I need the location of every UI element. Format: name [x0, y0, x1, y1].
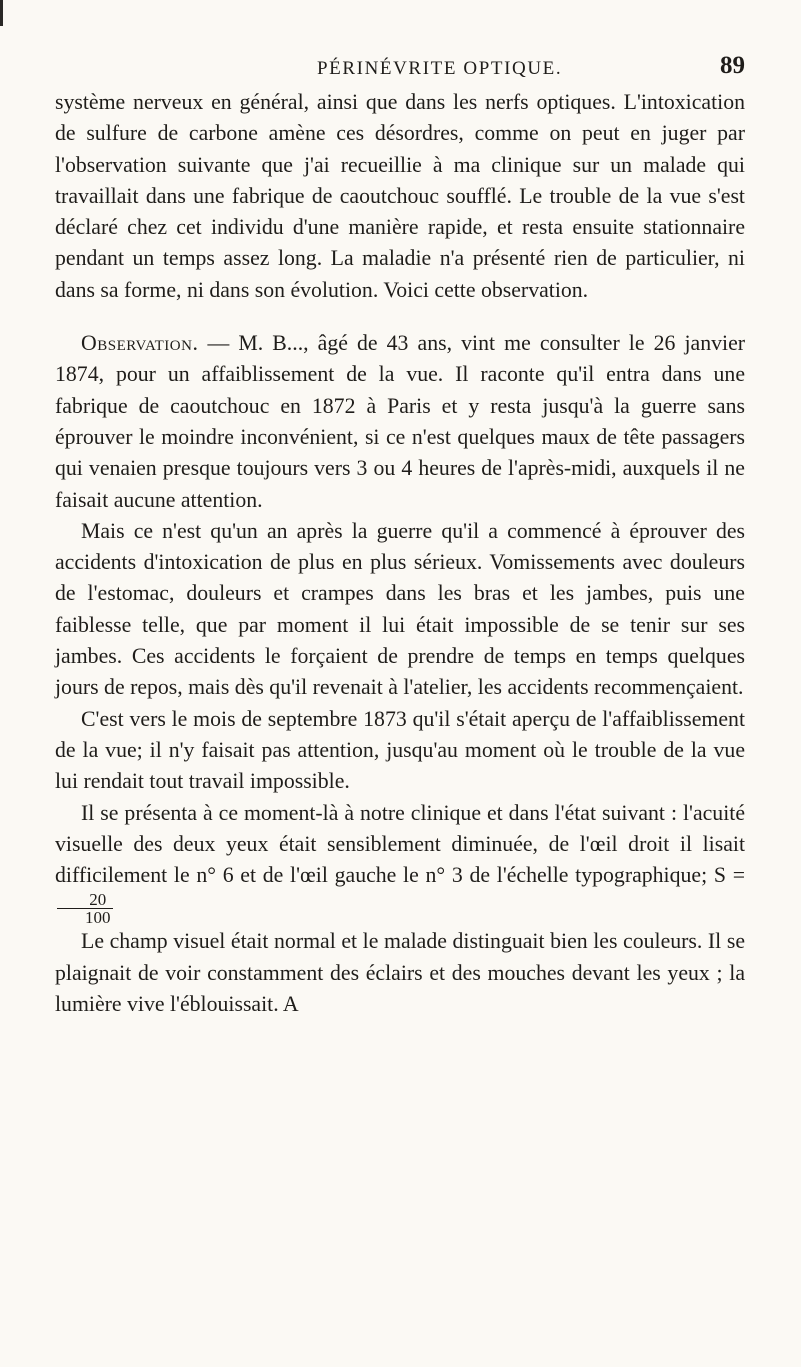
- observation-label: Observation.: [81, 331, 199, 356]
- fraction-denominator: 100: [85, 908, 111, 928]
- acuity-fraction: [57, 891, 113, 926]
- page-header: [55, 52, 745, 86]
- fraction-numerator: 20: [57, 891, 113, 909]
- page-body: [55, 87, 745, 1020]
- paragraph-acuity: [55, 798, 745, 927]
- page-edge-mark: [0, 0, 3, 26]
- acuity-text: Il se présenta à ce moment-là à notre clinique et dans l'état suivant : l'acuité visuelle des deux yeux était sensiblement diminuée, de l'œil droit il lisait difficilement le n° 6 et de l'œil gauche le n° 3 de l'échelle typographique; S =: [55, 800, 745, 888]
- observation-text: — M. B..., âgé de 43 ans, vint me consulter le 26 janvier 1874, pour un affaiblissement de la vue. Il raconte qu'il entra dans une fabrique de caoutchouc en 1872 à Paris et y resta jusqu'à la guerre sans éprouver le moindre inconvénient, si ce n'est quelques maux de tête passagers qui venaien presque toujours vers 3 ou 4 heures de l'après-midi, auxquels il ne faisait aucune attention.: [55, 331, 745, 512]
- running-head: PÉRINÉVRITE OPTIQUE.: [317, 58, 563, 79]
- paragraph-onset: C'est vers le mois de septembre 1873 qu'il s'était aperçu de l'affaiblissement de la vue; il n'y faisait pas attention, jusqu'au moment où le trouble de la vue lui rendait tout travail impossible.: [55, 706, 745, 794]
- paragraph-symptoms: Mais ce n'est qu'un an après la guerre qu'il a commencé à éprouver des accidents d'intoxication de plus en plus sérieux. Vomissements avec douleurs de l'estomac, douleurs et crampes dans les bras et les jambes, puis une faiblesse telle, que par moment il lui était impossible de se tenir sur ses jambes. Ces accidents le forçaient de prendre de temps en temps quelques jours de repos, mais dès qu'il revenait à l'atelier, les accidents recommençaient.: [55, 518, 745, 700]
- paragraph-observation: [55, 328, 745, 516]
- paragraph-intro: système nerveux en général, ainsi que dans les nerfs optiques. L'intoxication de sulfure de carbone amène ces désordres, comme on peut en juger par l'observation suivante que j'ai recueillie à ma clinique sur un malade qui travaillait dans une fabrique de caoutchouc soufflé. Le trouble de la vue s'est déclaré chez cet individu d'une manière rapide, et resta ensuite stationnaire pendant un temps assez long. La maladie n'a présenté rien de particulier, ni dans sa forme, ni dans son évolution. Voici cette observation.: [55, 90, 745, 302]
- paragraph-visual-field: Le champ visuel était normal et le malade distinguait bien les couleurs. Il se plaignait de voir constamment des éclairs et des mouches devant les yeux ; la lumière vive l'éblouissait. A: [55, 929, 745, 1017]
- page-number: 89: [720, 52, 745, 79]
